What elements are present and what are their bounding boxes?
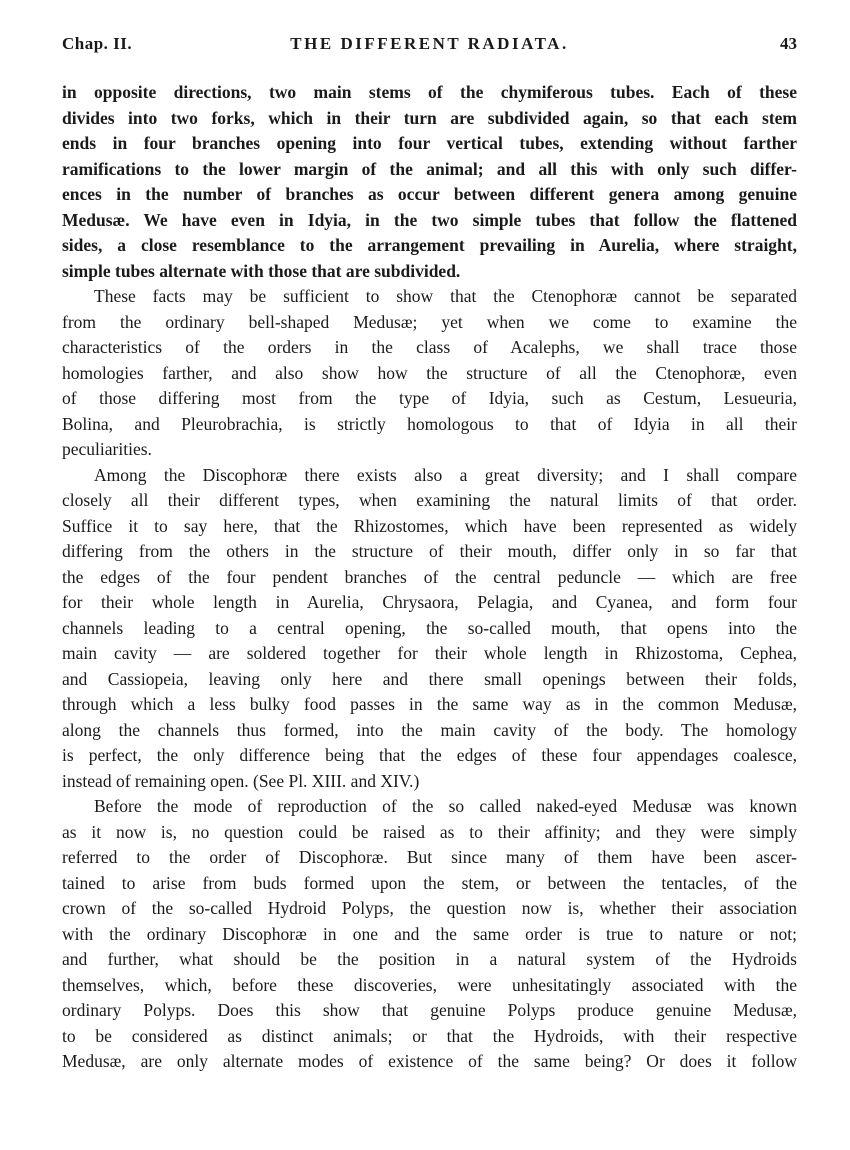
paragraph-3	[62, 463, 797, 795]
text-line: to be considered as distinct animals; or that the Hydroids, with their respective	[62, 1025, 797, 1046]
paragraph-4	[62, 794, 797, 1075]
text-line: sides, a close resemblance to the arrangement prevailing in Aurelia, where straight,	[62, 235, 797, 255]
chapter-label: Chap. II.	[62, 34, 133, 53]
text-line: with the ordinary Discophoræ in one and the same order is true to nature or not;	[62, 923, 797, 944]
text-line: from the ordinary bell-shaped Medusæ; yet when we come to examine the	[62, 311, 797, 332]
page-number: 43	[780, 34, 797, 53]
text-line: simple tubes alternate with those that are subdivided.	[62, 260, 461, 281]
text-line: ramifications to the lower margin of the animal; and all this with only such differ-	[62, 158, 797, 179]
text-line: themselves, which, before these discoveries, were unhesitatingly associated with the	[62, 974, 797, 995]
text-line: channels leading to a central opening, the so-called mouth, that opens into the	[62, 617, 797, 638]
text-line: Medusæ, are only alternate modes of existence of the same being? Or does it follow	[62, 1051, 797, 1071]
text-line: and Cassiopeia, leaving only here and there small openings between their folds,	[62, 668, 797, 689]
text-line: differing from the others in the structure of their mouth, differ only in so far that	[62, 541, 797, 561]
running-title: THE DIFFERENT RADIATA.	[290, 34, 569, 53]
text-line: tained to arise from buds formed upon the stem, or between the tentacles, of the	[62, 872, 797, 893]
paragraph-1	[62, 80, 797, 284]
text-line: ends in four branches opening into four vertical tubes, extending without farther	[62, 133, 797, 153]
text-line: along the channels thus formed, into the main cavity of the body. The homology	[62, 719, 797, 740]
text-line: closely all their different types, when examining the natural limits of that order.	[62, 490, 797, 510]
text-line: peculiarities.	[62, 439, 152, 459]
text-line: through which a less bulky food passes in the same way as in the common Medusæ,	[62, 694, 797, 714]
text-line: ordinary Polyps. Does this show that genuine Polyps produce genuine Medusæ,	[62, 1000, 797, 1020]
text-line: referred to the order of Discophoræ. But since many of them have been ascer-	[62, 847, 797, 867]
text-line: crown of the so-called Hydroid Polyps, the question now is, whether their association	[62, 898, 797, 918]
text-line: the edges of the four pendent branches of the central peduncle — which are free	[62, 566, 797, 587]
page-body	[62, 80, 797, 1075]
text-line: Suffice it to say here, that the Rhizostomes, which have been represented as widely	[62, 515, 797, 536]
text-line: Among the Discophoræ there exists also a great diversity; and I shall compare	[94, 464, 797, 485]
text-line: as it now is, no question could be raised as to their affinity; and they were simply	[62, 821, 797, 842]
text-line: main cavity — are soldered together for their whole length in Rhizostoma, Cephea,	[62, 643, 797, 663]
text-line: ences in the number of branches as occur between different genera among genuine	[62, 184, 797, 204]
text-line: characteristics of the orders in the class of Acalephs, we shall trace those	[62, 337, 797, 357]
text-line: divides into two forks, which in their turn are subdivided again, so that each stem	[62, 107, 797, 128]
paragraph-2	[62, 284, 797, 463]
text-line: instead of remaining open. (See Pl. XIII. and XIV.)	[62, 770, 420, 791]
text-line: and further, what should be the position in a natural system of the Hydroids	[62, 949, 797, 969]
text-line: Medusæ. We have even in Idyia, in the two simple tubes that follow the flattened	[62, 209, 797, 230]
running-head	[62, 34, 797, 58]
text-line: Bolina, and Pleurobrachia, is strictly homologous to that of Idyia in all their	[62, 413, 797, 434]
text-line: in opposite directions, two main stems of the chymiferous tubes. Each of these	[62, 82, 797, 102]
text-line: is perfect, the only difference being that the edges of these four appendages coalesce,	[62, 745, 797, 765]
text-line: of those differing most from the type of Idyia, such as Cestum, Lesueuria,	[62, 388, 797, 408]
text-line: These facts may be sufficient to show that the Ctenophoræ cannot be separated	[94, 286, 797, 306]
text-line: Before the mode of reproduction of the so called naked-eyed Medusæ was known	[94, 796, 797, 816]
text-line: homologies farther, and also show how the structure of all the Ctenophoræ, even	[62, 362, 797, 383]
text-line: for their whole length in Aurelia, Chrysaora, Pelagia, and Cyanea, and form four	[62, 592, 797, 612]
